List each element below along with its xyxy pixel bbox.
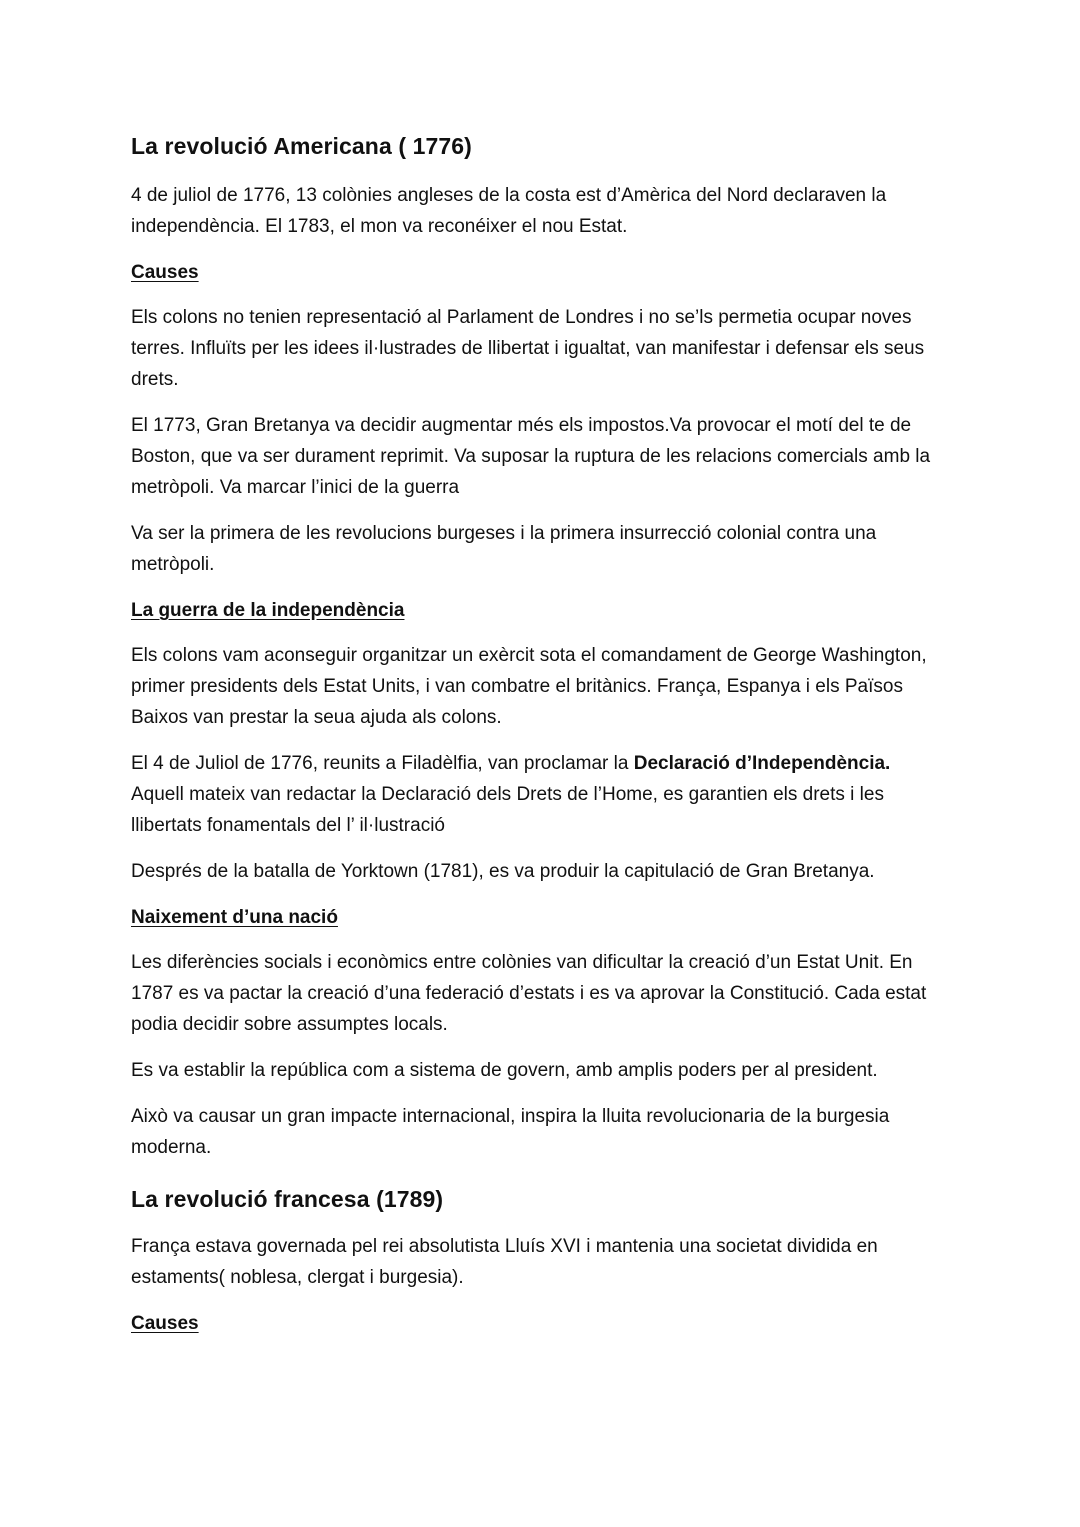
paragraph-causes-2: El 1773, Gran Bretanya va decidir augmentar més els impostos.Va provocar el motí del te de Boston, que va ser durament reprimit. Va suposar la ruptura de les relacions comercials amb la metròpoli. Va marcar l’inici de la guerra [131, 415, 931, 498]
subheading-war-of-independence: La guerra de la independència [131, 600, 405, 621]
paragraph-causes-1: Els colons no tenien representació al Parlament de Londres i no se’ls permetia ocupar noves terres. Influïts per les idees il·lustrades de llibertat i igualtat, van manifestar i defensar els seus drets. [131, 307, 925, 390]
paragraph-nation-1: Les diferències socials i econòmics entre colònies van dificultar la creació d’un Estat Unit. En 1787 es va pactar la creació d’una federació d’estats i es va aprovar la Constitució. Cada estat podia decidir sobre assumptes locals. [131, 952, 927, 1035]
paragraph-war-2-text-a: El 4 de Juliol de 1776, reunits a Filadèlfia, van proclamar la [131, 753, 634, 774]
paragraph-war-2-text-b: Aquell mateix van redactar la Declaració dels Drets de l’Home, es garantien els drets i les llibertats fonamentals del l’ il·lustració [131, 784, 884, 836]
paragraph-nation-2: Es va establir la república com a sistema de govern, amb amplis poders per al president. [131, 1060, 878, 1081]
paragraph-war-2 [131, 748, 946, 841]
paragraph-france-intro: França estava governada pel rei absolutista Lluís XVI i mantenia una societat dividida en estaments( noblesa, clergat i burgesia). [131, 1236, 878, 1288]
paragraph-nation-3: Això va causar un gran impacte internacional, inspira la lluita revolucionaria de la burgesia moderna. [131, 1106, 890, 1158]
declaration-bold-text: Declaració d’Independència. [633, 753, 891, 774]
paragraph-causes-3: Va ser la primera de les revolucions burgeses i la primera insurrecció colonial contra una metròpoli. [131, 523, 877, 575]
section-title-american-revolution: La revolució Americana ( 1776) [131, 133, 472, 159]
subheading-birth-of-nation: Naixement d’una nació [131, 907, 338, 928]
section-title-french-revolution: La revolució francesa (1789) [131, 1186, 444, 1212]
paragraph-war-1: Els colons vam aconseguir organitzar un exèrcit sota el comandament de George Washington, primer presidents dels Estat Units, i van combatre el britànics. França, Espanya i els Països Baixos van prestar la seua ajuda als colons. [131, 645, 927, 728]
subheading-causes-2: Causes [131, 1313, 199, 1334]
paragraph-intro: 4 de juliol de 1776, 13 colònies angleses de la costa est d’Amèrica del Nord declaraven la independència. El 1783, el mon va reconéixer el nou Estat. [131, 185, 887, 237]
paragraph-war-3: Després de la batalla de Yorktown (1781), es va produir la capitulació de Gran Bretanya. [131, 861, 875, 882]
subheading-causes: Causes [131, 262, 199, 283]
